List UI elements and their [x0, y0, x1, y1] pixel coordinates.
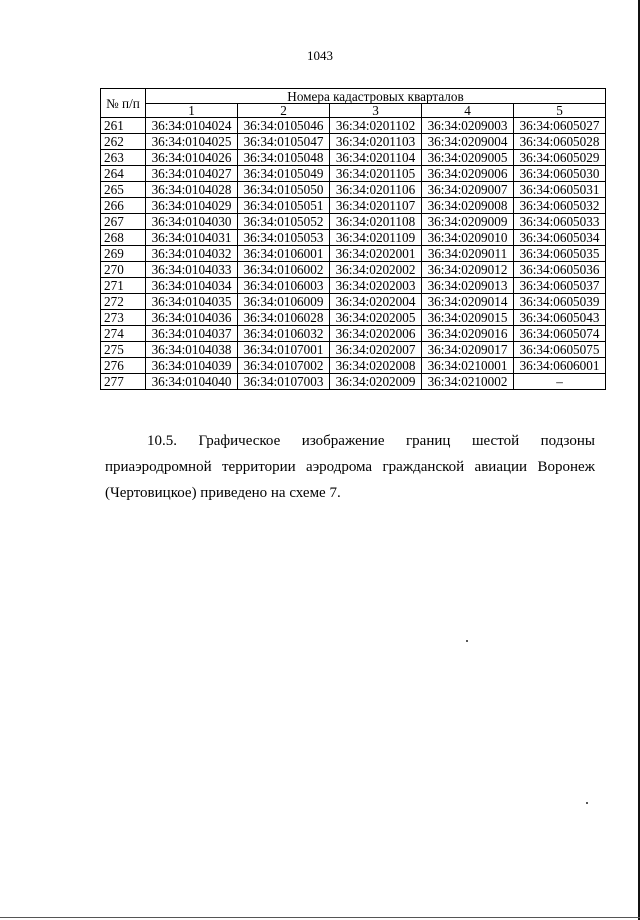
table-row — [101, 374, 606, 390]
row-number: 266 — [101, 198, 146, 214]
cadastral-number-cell: 36:34:0201106 — [330, 182, 422, 198]
column-numbers-row — [101, 104, 606, 118]
cadastral-number-cell: 36:34:0605035 — [514, 246, 606, 262]
cadastral-number-cell: 36:34:0209016 — [422, 326, 514, 342]
cadastral-number-cell: 36:34:0105047 — [238, 134, 330, 150]
paragraph-word: аэродрома — [306, 459, 373, 475]
cadastral-quarters-header: Номера кадастровых кварталов — [146, 89, 606, 104]
cadastral-number-cell: 36:34:0107001 — [238, 342, 330, 358]
row-number: 273 — [101, 310, 146, 326]
paragraph-word: приаэродромной — [105, 459, 212, 475]
cadastral-number-cell: 36:34:0104033 — [146, 262, 238, 278]
row-number: 261 — [101, 118, 146, 134]
table-row — [101, 278, 606, 294]
cadastral-number-cell: 36:34:0605075 — [514, 342, 606, 358]
row-number: 270 — [101, 262, 146, 278]
table-row — [101, 214, 606, 230]
row-number-header: № п/п — [101, 89, 146, 118]
cadastral-number-cell: 36:34:0605036 — [514, 262, 606, 278]
paragraph-word: шестой — [471, 433, 520, 449]
cadastral-number-cell: 36:34:0104025 — [146, 134, 238, 150]
cadastral-number-cell: 36:34:0209014 — [422, 294, 514, 310]
cadastral-number-cell: 36:34:0605034 — [514, 230, 606, 246]
cadastral-number-cell: 36:34:0209007 — [422, 182, 514, 198]
cadastral-number-cell: 36:34:0605043 — [514, 310, 606, 326]
cadastral-number-cell: 36:34:0605039 — [514, 294, 606, 310]
table-row — [101, 150, 606, 166]
cadastral-number-cell: 36:34:0106001 — [238, 246, 330, 262]
row-number: 274 — [101, 326, 146, 342]
cadastral-quarters-table — [100, 88, 606, 390]
row-number: 267 — [101, 214, 146, 230]
row-number: 269 — [101, 246, 146, 262]
cadastral-number-cell: – — [514, 374, 606, 390]
cadastral-number-cell: 36:34:0106009 — [238, 294, 330, 310]
paragraph-word: авиации — [474, 459, 528, 475]
paragraph-line-2 — [105, 454, 595, 480]
cadastral-number-cell: 36:34:0209017 — [422, 342, 514, 358]
table-row — [101, 294, 606, 310]
cadastral-number-cell: 36:34:0107003 — [238, 374, 330, 390]
column-number-header: 2 — [238, 104, 330, 118]
paragraph-word: Графическое — [198, 433, 281, 449]
scan-speck — [466, 640, 468, 642]
table-row — [101, 198, 606, 214]
paragraph-word: Воронеж — [537, 459, 595, 475]
cadastral-number-cell: 36:34:0105049 — [238, 166, 330, 182]
row-number: 262 — [101, 134, 146, 150]
table-body — [101, 118, 606, 390]
cadastral-number-cell: 36:34:0201109 — [330, 230, 422, 246]
cadastral-number-cell: 36:34:0201105 — [330, 166, 422, 182]
cadastral-number-cell: 36:34:0104034 — [146, 278, 238, 294]
table-row — [101, 118, 606, 134]
paragraph-line-3: (Чертовицкое) приведено на схеме 7. — [105, 485, 341, 501]
cadastral-number-cell: 36:34:0605074 — [514, 326, 606, 342]
cadastral-number-cell: 36:34:0210001 — [422, 358, 514, 374]
cadastral-number-cell: 36:34:0104029 — [146, 198, 238, 214]
row-number: 268 — [101, 230, 146, 246]
cadastral-number-cell: 36:34:0202002 — [330, 262, 422, 278]
cadastral-number-cell: 36:34:0105053 — [238, 230, 330, 246]
row-number: 263 — [101, 150, 146, 166]
row-number: 271 — [101, 278, 146, 294]
paragraph-word: 10.5. — [147, 433, 177, 449]
cadastral-number-cell: 36:34:0202008 — [330, 358, 422, 374]
row-number: 277 — [101, 374, 146, 390]
cadastral-number-cell: 36:34:0209009 — [422, 214, 514, 230]
cadastral-number-cell: 36:34:0209015 — [422, 310, 514, 326]
cadastral-number-cell: 36:34:0105051 — [238, 198, 330, 214]
cadastral-number-cell: 36:34:0105050 — [238, 182, 330, 198]
cadastral-number-cell: 36:34:0105046 — [238, 118, 330, 134]
cadastral-number-cell: 36:34:0209006 — [422, 166, 514, 182]
scan-bottom-edge — [0, 917, 640, 918]
paragraph-line-1 — [105, 428, 595, 454]
cadastral-number-cell: 36:34:0104037 — [146, 326, 238, 342]
cadastral-number-cell: 36:34:0201104 — [330, 150, 422, 166]
table-row — [101, 182, 606, 198]
cadastral-number-cell: 36:34:0106002 — [238, 262, 330, 278]
table-row — [101, 230, 606, 246]
cadastral-number-cell: 36:34:0209004 — [422, 134, 514, 150]
row-number: 265 — [101, 182, 146, 198]
paragraph-word: гражданской — [382, 459, 465, 475]
cadastral-number-cell: 36:34:0104038 — [146, 342, 238, 358]
cadastral-number-cell: 36:34:0104026 — [146, 150, 238, 166]
paragraph-word: границ — [406, 433, 451, 449]
cadastral-number-cell: 36:34:0106003 — [238, 278, 330, 294]
cadastral-number-cell: 36:34:0605031 — [514, 182, 606, 198]
cadastral-number-cell: 36:34:0202004 — [330, 294, 422, 310]
cadastral-number-cell: 36:34:0605027 — [514, 118, 606, 134]
cadastral-number-cell: 36:34:0105052 — [238, 214, 330, 230]
column-number-header: 3 — [330, 104, 422, 118]
row-number: 272 — [101, 294, 146, 310]
cadastral-number-cell: 36:34:0104032 — [146, 246, 238, 262]
scan-speck — [586, 802, 588, 804]
cadastral-number-cell: 36:34:0104031 — [146, 230, 238, 246]
cadastral-number-cell: 36:34:0209005 — [422, 150, 514, 166]
cadastral-number-cell: 36:34:0606001 — [514, 358, 606, 374]
cadastral-number-cell: 36:34:0202005 — [330, 310, 422, 326]
paragraph-10-5 — [105, 428, 595, 506]
row-number: 275 — [101, 342, 146, 358]
cadastral-number-cell: 36:34:0209008 — [422, 198, 514, 214]
cadastral-number-cell: 36:34:0605030 — [514, 166, 606, 182]
cadastral-number-cell: 36:34:0105048 — [238, 150, 330, 166]
cadastral-number-cell: 36:34:0202003 — [330, 278, 422, 294]
column-number-header: 4 — [422, 104, 514, 118]
column-number-header: 5 — [514, 104, 606, 118]
cadastral-number-cell: 36:34:0104028 — [146, 182, 238, 198]
cadastral-number-cell: 36:34:0104030 — [146, 214, 238, 230]
table-row — [101, 326, 606, 342]
cadastral-number-cell: 36:34:0201102 — [330, 118, 422, 134]
column-number-header: 1 — [146, 104, 238, 118]
row-number: 264 — [101, 166, 146, 182]
cadastral-number-cell: 36:34:0104039 — [146, 358, 238, 374]
row-number: 276 — [101, 358, 146, 374]
paragraph-word: территории — [222, 459, 296, 475]
cadastral-number-cell: 36:34:0201107 — [330, 198, 422, 214]
cadastral-number-cell: 36:34:0106032 — [238, 326, 330, 342]
cadastral-number-cell: 36:34:0605037 — [514, 278, 606, 294]
cadastral-number-cell: 36:34:0202009 — [330, 374, 422, 390]
cadastral-number-cell: 36:34:0605029 — [514, 150, 606, 166]
cadastral-number-cell: 36:34:0210002 — [422, 374, 514, 390]
cadastral-number-cell: 36:34:0106028 — [238, 310, 330, 326]
paragraph-word: подзоны — [540, 433, 595, 449]
table-row — [101, 358, 606, 374]
table-row — [101, 310, 606, 326]
cadastral-number-cell: 36:34:0209012 — [422, 262, 514, 278]
table-row — [101, 166, 606, 182]
cadastral-number-cell: 36:34:0605032 — [514, 198, 606, 214]
cadastral-number-cell: 36:34:0202007 — [330, 342, 422, 358]
cadastral-number-cell: 36:34:0201108 — [330, 214, 422, 230]
table-row — [101, 262, 606, 278]
cadastral-number-cell: 36:34:0202006 — [330, 326, 422, 342]
table-row — [101, 246, 606, 262]
cadastral-number-cell: 36:34:0209003 — [422, 118, 514, 134]
cadastral-number-cell: 36:34:0605033 — [514, 214, 606, 230]
page-number: 1043 — [307, 48, 333, 63]
cadastral-number-cell: 36:34:0104024 — [146, 118, 238, 134]
cadastral-number-cell: 36:34:0107002 — [238, 358, 330, 374]
cadastral-number-cell: 36:34:0201103 — [330, 134, 422, 150]
cadastral-number-cell: 36:34:0104035 — [146, 294, 238, 310]
paragraph-word: изображение — [301, 433, 385, 449]
table-row — [101, 342, 606, 358]
cadastral-number-cell: 36:34:0104027 — [146, 166, 238, 182]
cadastral-number-cell: 36:34:0605028 — [514, 134, 606, 150]
cadastral-number-cell: 36:34:0202001 — [330, 246, 422, 262]
cadastral-number-cell: 36:34:0104040 — [146, 374, 238, 390]
cadastral-number-cell: 36:34:0209013 — [422, 278, 514, 294]
cadastral-number-cell: 36:34:0209011 — [422, 246, 514, 262]
cadastral-number-cell: 36:34:0104036 — [146, 310, 238, 326]
table-row — [101, 134, 606, 150]
cadastral-number-cell: 36:34:0209010 — [422, 230, 514, 246]
